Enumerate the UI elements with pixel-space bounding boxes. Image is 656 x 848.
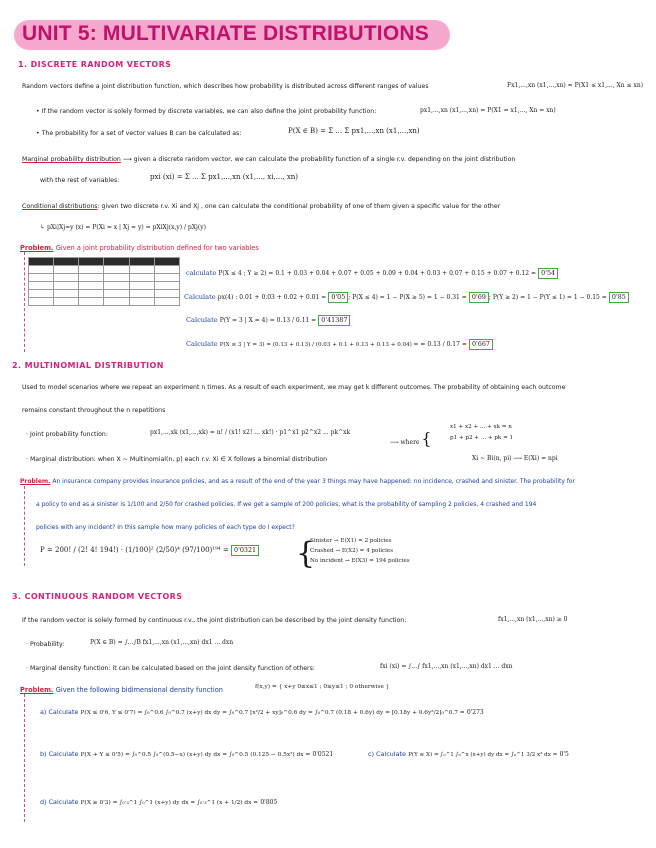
joint-where-text: where [400,439,420,446]
part-d-formula: P(X ≥ 0'3) = ∫₀·₃^1 ∫₀^1 (x+y) dy dx = ∫₀·₃^1 (x + 1/2) dx = [80,800,259,806]
marginal-density-formula: fxi (xi) = ∫...∫ fx1,...,xn (x1,...,xn) dx1 ... dxn [380,663,513,670]
calc-3 [186,315,350,326]
probability-label: Probability: [29,641,65,648]
calc-2-label: Calculate [184,293,216,301]
calc-2 [184,292,629,303]
page-title: UNIT 5: MULTIVARIATE DISTRIBUTIONS [22,22,429,45]
marginal-multinomial-row: · Marginal distribution: when X ~ Multinomial(n, p) each r.v. Xi ∈ X follows a binomial distribution [26,456,328,463]
conditional-formula-text: pXi|Xj=y (x) = P(Xi = x | Xj = y) = pXiXj(x,y) / pXj(y) [46,224,206,231]
joint-multinomial-label: Joint probability function: [29,431,108,438]
section-heading-continuous: 3. CONTINUOUS RANDOM VECTORS [12,592,183,601]
joint-multinomial-row: · Joint probability function: [26,431,108,438]
part-c [368,750,569,758]
table-row [29,282,180,290]
problem-1-text: Given a joint probability distribution defined for two variables [55,244,259,252]
part-d [40,798,277,806]
marginal-density-row: · Marginal density function: it can be calculated based on the joint density function of others: [26,665,315,672]
marginal-density-label: Marginal density function: [29,665,111,672]
problem-2 [20,478,575,485]
expectation-crashed: Crashed → E(X2) = 4 policies [310,548,394,554]
part-b-label: b) Calculate [40,750,79,758]
part-a [40,708,484,716]
bullet-joint-probability-text: If the random vector is solely formed by discrete variables, we can also define the joint probability function: [41,108,377,115]
density-function: f(x,y) = { x+y 0≤x≤1 ; 0≤y≤1 ; 0 otherwise } [255,684,390,690]
calc-1-label: calculate [186,269,217,277]
table-row [29,290,180,298]
multinomial-intro-2: remains constant throughout the n repetitions [22,407,166,414]
conditional-text: : given two discrete r.v. Xi and Xj , one can calculate the conditional probability of one of them given a specific value for the other [97,203,501,210]
calc-1 [186,268,558,279]
bullet-set-probability-text: The probability for a set of vector values B can be calculated as: [41,130,242,137]
calc-4b-formula: = 0.13 / 0.17 = [420,341,467,348]
problem-2-text-3: policies with any incident? In this sample how many policies of each type do I expect? [36,524,295,531]
marginal-text-2: with the rest of variables: [40,177,120,184]
joint-density-formula: fx1,...,xn (x1,...,xn) ≥ 0 [498,616,568,623]
part-a-label: a) Calculate [40,708,79,716]
conditional-row [22,203,500,210]
section-heading-multinomial: 2. MULTINOMIAL DISTRIBUTION [12,361,164,370]
marginal-multinomial-label: Marginal distribution: [29,456,96,463]
discrete-intro: Random vectors define a joint distribution function, which describes how probability is distributed across different ranges of values [22,83,429,90]
joint-distribution-formula: Fx1,...,xn (x1,...,xn) = P(X1 ≤ x1,..., Xn ≤ xn) [507,82,644,89]
calc-2c-answer: 0'85 [609,292,629,303]
part-a-answer: 0'273 [466,709,484,716]
conditional-label: Conditional distributions [22,203,98,210]
expectation-brace: { [296,536,316,571]
continuous-intro: If the random vector is solely formed by continuous r.v., the joint distribution can be described by the joint density function: [22,617,407,624]
multinomial-probability-answer: 0'0321 [231,545,259,556]
calc-1-answer: 0'54 [538,268,558,279]
calc-2c-formula: ; P(Y ≥ 2) = 1 − P(Y ≤ 1) = 1 − 0.15 = [488,294,607,301]
marginal-expectation: E(Xi) = npi [523,455,558,462]
calc-2b-answer: 0'69 [469,292,489,303]
table-row [29,258,180,266]
calc-4 [186,339,493,350]
problem-3-text: Given the following bidimensional density function [55,686,223,694]
part-b-answer: 0'0521 [312,751,334,758]
problem-1-label: Problem. [20,244,54,252]
marginal-multinomial-formula: Xi ~ Bi(n, pi) ⟶ E(Xi) = npi [472,455,558,462]
set-probability-formula: P(X ∈ B) = Σ ... Σ px1,...,xn (x1,...,xn) [288,127,420,135]
part-c-formula: P(Y ≤ X) = ∫₀^1 ∫₀^x (x+y) dy dx = ∫₀^1 3/2 x² dx = [408,752,558,758]
multinomial-intro: Used to model scenarios where we repeat an experiment n times. As a result of each experiment, we may get k different outcomes. The probability of obtaining each outcome [22,384,566,391]
problem-2-text-1: An insurance company provides insurance policies, and as a result of the end of the year 3 things may have happened: no incidence, crashed and sinister. The probability for [52,478,576,485]
joint-probability-table [28,257,180,306]
part-b [40,750,333,758]
calc-3-formula: P(Y = 3 | X = 4) = 0.13 / 0.11 = [219,317,317,324]
calc-4-formula: P(X ≤ 3 | Y = 3) = (0.13 + 0.13) / (0.03 + 0.1 + 0.13 + 0.13 + 0.04) = [219,342,419,348]
part-b-formula: P(X + Y ≤ 0'5) = ∫₀^0.5 ∫₀^(0.5−x) (x+y) dy dx = ∫₀^0.5 (0.125 − 0.5x²) dx = [80,752,311,758]
joint-multinomial-formula: px1,...,xk (x1,...,xk) = n! / (x1! x2! ... xk!) · p1^x1 p2^x2 ... pk^xk [150,429,351,436]
problem-1 [20,244,259,252]
marginal-formula: pxi (xi) = Σ ... Σ px1,...,xn (x1,..., xi,..., xn) [150,173,299,181]
joint-probability-formula: px1,...,xn (x1,...,xn) = P(X1 = x1,..., Xn = xn) [420,107,556,114]
part-c-answer: 0'5 [559,751,569,758]
expectation-no-incident: No incident → E(X3) = 194 policies [310,558,410,564]
marginal-row: Marginal probability distribution ⟶ given a discrete random vector, we can calculate the probability function of a single r.v. depending on the joint distribution [22,156,516,163]
continuous-probability-formula: P(X ∈ B) = ∫...∫B fx1,...,xn (x1,...,xn) dx1 ... dxn [90,639,234,646]
problem-2-text-2: a policy to end as a sinister is 1/100 and 2/50 for crashed policies. If we get a sample of 200 policies, what is the probability of sampling 2 policies, 4 crashed and 194 [36,501,537,508]
multinomial-probability [40,545,259,556]
bullet-set-probability: • The probability for a set of vector values B can be calculated as: [36,130,242,137]
part-d-label: d) Calculate [40,798,79,806]
marginal-density-text: it can be calculated based on the joint density function of others: [112,665,315,672]
problem-3-dashed-line [24,694,25,822]
marginal-multinomial-text: when X ~ Multinomial(n, p) each r.v. Xi ∈ X follows a binomial distribution [97,456,328,463]
table-row [29,274,180,282]
expectation-sinister: Sinister → E(X1) = 2 policies [310,538,392,544]
problem-3-label: Problem. [20,686,54,694]
part-a-formula: P(X ≤ 0'6, Y ≤ 0'7) = ∫₀^0.6 ∫₀^0.7 (x+y) dx dy = ∫₀^0.7 [x²/2 + xy]₀^0.6 dy = ∫₀^0.7 (0.18 + 0.6y) dy = [0.18y + 0.6y²/2]₀^0.7 = [80,710,465,716]
marginal-label: Marginal probability distribution [22,156,121,163]
table-row [29,266,180,274]
part-d-answer: 0'805 [260,799,278,806]
calc-2-answer: 0'05 [328,292,348,303]
conditional-formula: ↳ pXi|Xj=y (x) = P(Xi = x | Xj = y) = pXiXj(x,y) / pXj(y) [40,224,206,231]
calc-3-label: Calculate [186,316,218,324]
problem-2-dashed-line [24,486,25,566]
problem-1-dashed-line [24,252,25,352]
multinomial-probability-formula: P = 200! / (2! 4! 194!) · (1/100)² (2/50)⁴ (97/100)¹⁹⁴ = [40,546,229,554]
calc-2b-formula: ; P(X ≤ 4) = 1 − P(X ≥ 5) = 1 − 0.31 = [348,294,467,301]
bullet-joint-probability: • If the random vector is solely formed by discrete variables, we can also define the joint probability function: [36,108,377,115]
calc-2-formula: px(4) : 0.01 + 0.03 + 0.02 + 0.01 = [217,294,327,301]
problem-3 [20,686,223,694]
problem-2-label: Problem. [20,478,51,485]
joint-condition-2: p1 + p2 + ... + pk = 1 [450,435,514,441]
section-heading-discrete: 1. DISCRETE RANDOM VECTORS [18,60,172,69]
joint-condition-1: x1 + x2 + ... + xk = n [450,424,512,430]
calc-3-answer: 0'41387 [318,315,350,326]
joint-brace: { [421,429,432,448]
marginal-text: given a discrete random vector, we can calculate the probability function of a single r.v. depending on the joint distribution [133,156,516,163]
probability-row: · Probability: [26,641,65,648]
table-row [29,298,180,306]
calc-4-answer: 0'667 [469,339,493,350]
joint-where: ⟶ where { [390,429,432,448]
marginal-binomial: Xi ~ Bi(n, pi) [472,455,512,462]
calc-4-label: Calculate [186,340,218,348]
calc-1-formula: P(X ≤ 4 ; Y ≥ 2) = 0.1 + 0.03 + 0.04 + 0.07 + 0.05 + 0.09 + 0.04 + 0.03 + 0.07 + 0.15 + 0.07 + 0.12 = [218,270,537,277]
part-c-label: c) Calculate [368,750,406,758]
